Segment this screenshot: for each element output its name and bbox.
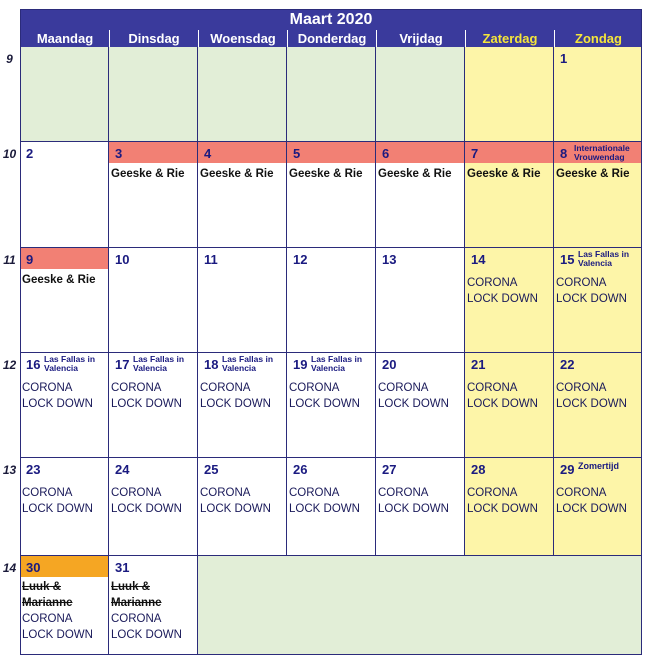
event-note: CORONA <box>556 277 607 289</box>
day-number: 17 <box>115 357 130 372</box>
holiday-label: Las Fallas in Valencia <box>222 354 274 373</box>
day-cell-11[interactable] <box>198 248 287 353</box>
day-number: 24 <box>115 462 130 477</box>
event-note-line2: LOCK DOWN <box>289 398 360 410</box>
weekday-header-6: Zaterdag <box>465 30 554 47</box>
day-cell-12[interactable] <box>287 248 376 353</box>
holiday-label: Las Fallas in Valencia <box>311 354 363 373</box>
event-note-line2: LOCK DOWN <box>467 293 538 305</box>
day-number: 20 <box>382 357 397 372</box>
event-note: Geeske & Rie <box>111 168 185 180</box>
day-cell-5[interactable] <box>287 142 376 248</box>
event-cancelled: Luuk & Marianne <box>111 581 162 609</box>
day-number: 23 <box>26 462 41 477</box>
day-number: 12 <box>293 252 308 267</box>
day-number: 16 <box>26 357 41 372</box>
day-cell-4[interactable] <box>198 142 287 248</box>
day-number: 2 <box>26 146 34 161</box>
holiday-label: Zomertijd <box>578 461 620 471</box>
day-cell-8[interactable] <box>554 142 642 248</box>
day-number: 26 <box>293 462 308 477</box>
weekday-header-2: Dinsdag <box>109 30 198 47</box>
day-number: 27 <box>382 462 397 477</box>
event-note: CORONA <box>22 382 73 394</box>
event-note: CORONA <box>22 613 73 625</box>
event-note: CORONA <box>111 382 162 394</box>
day-number: 1 <box>560 51 568 66</box>
event-cancelled: Luuk & Marianne <box>22 581 73 609</box>
event-note-line2: LOCK DOWN <box>111 398 182 410</box>
weekday-header-7: Zondag <box>554 30 642 47</box>
day-cell-13[interactable] <box>376 248 465 353</box>
event-note: CORONA <box>556 382 607 394</box>
day-cell-28[interactable] <box>465 458 554 556</box>
outside-month-filler <box>198 556 642 655</box>
event-note: Geeske & Rie <box>200 168 274 180</box>
holiday-label: Internationale Vrouwendag <box>574 143 630 162</box>
event-note-line2: LOCK DOWN <box>467 503 538 515</box>
event-note-line2: LOCK DOWN <box>111 629 182 641</box>
event-note: CORONA <box>200 487 251 499</box>
day-cell-15[interactable] <box>554 248 642 353</box>
event-note-line2: LOCK DOWN <box>200 503 271 515</box>
week-number: 10 <box>2 147 17 161</box>
day-cell-18[interactable] <box>198 353 287 458</box>
event-note: CORONA <box>556 487 607 499</box>
day-number: 13 <box>382 252 397 267</box>
day-number: 22 <box>560 357 575 372</box>
day-number: 28 <box>471 462 486 477</box>
day-cell-19[interactable] <box>287 353 376 458</box>
day-cell-27[interactable] <box>376 458 465 556</box>
week-number: 14 <box>2 561 17 575</box>
event-note-line2: LOCK DOWN <box>289 503 360 515</box>
event-note-line2: LOCK DOWN <box>556 293 627 305</box>
week-number: 12 <box>2 358 17 372</box>
day-cell-6[interactable] <box>376 142 465 248</box>
day-number: 6 <box>382 146 390 161</box>
event-note-line2: LOCK DOWN <box>467 398 538 410</box>
day-number: 25 <box>204 462 219 477</box>
day-number: 10 <box>115 252 130 267</box>
day-cell-24[interactable] <box>109 458 198 556</box>
weekday-header-1: Maandag <box>20 30 109 47</box>
empty-cell <box>198 47 287 142</box>
weekday-header-3: Woensdag <box>198 30 287 47</box>
day-number: 4 <box>204 146 212 161</box>
week-number: 9 <box>6 52 13 66</box>
holiday-label: Las Fallas in Valencia <box>44 354 96 373</box>
event-note: CORONA <box>289 487 340 499</box>
day-cell-16[interactable] <box>20 353 109 458</box>
empty-cell <box>109 47 198 142</box>
event-note-line2: LOCK DOWN <box>22 629 93 641</box>
empty-cell <box>287 47 376 142</box>
day-cell-17[interactable] <box>109 353 198 458</box>
event-note: CORONA <box>467 382 518 394</box>
empty-cell <box>20 47 109 142</box>
event-note-line2: LOCK DOWN <box>556 503 627 515</box>
day-number: 29 <box>560 462 575 477</box>
day-cell-21[interactable] <box>465 353 554 458</box>
event-note-line2: LOCK DOWN <box>111 503 182 515</box>
day-cell-1[interactable] <box>554 47 642 142</box>
event-note: CORONA <box>111 487 162 499</box>
week-number: 13 <box>2 463 17 477</box>
day-cell-23[interactable] <box>20 458 109 556</box>
day-cell-9[interactable] <box>20 248 109 353</box>
event-note: CORONA <box>200 382 251 394</box>
day-cell-25[interactable] <box>198 458 287 556</box>
day-number: 30 <box>26 560 41 575</box>
day-number: 9 <box>26 252 34 267</box>
holiday-label: Las Fallas in Valencia <box>578 249 630 268</box>
day-number: 31 <box>115 560 130 575</box>
event-note: CORONA <box>467 487 518 499</box>
event-note: CORONA <box>111 613 162 625</box>
empty-cell <box>376 47 465 142</box>
event-note: CORONA <box>467 277 518 289</box>
day-cell-29[interactable] <box>554 458 642 556</box>
week-number: 11 <box>3 253 16 267</box>
day-number: 15 <box>560 252 575 267</box>
event-note: Geeske & Rie <box>556 168 630 180</box>
day-cell-20[interactable] <box>376 353 465 458</box>
event-note-line2: LOCK DOWN <box>378 398 449 410</box>
day-cell-26[interactable] <box>287 458 376 556</box>
event-note: Geeske & Rie <box>22 274 96 286</box>
day-cell-22[interactable] <box>554 353 642 458</box>
event-note-line2: LOCK DOWN <box>200 398 271 410</box>
holiday-label: Las Fallas in Valencia <box>133 354 185 373</box>
event-note-line2: LOCK DOWN <box>22 398 93 410</box>
day-number: 14 <box>471 252 486 267</box>
day-cell-30[interactable] <box>20 556 109 655</box>
day-number: 7 <box>471 146 479 161</box>
day-number: 5 <box>293 146 301 161</box>
event-note: CORONA <box>378 382 429 394</box>
day-cell-7[interactable] <box>465 142 554 248</box>
day-cell-31[interactable] <box>109 556 198 655</box>
calendar-title: Maart 2020 <box>20 9 642 30</box>
day-cell-2[interactable] <box>20 142 109 248</box>
day-number: 8 <box>560 146 568 161</box>
empty-cell <box>465 47 554 142</box>
day-cell-10[interactable] <box>109 248 198 353</box>
event-note: Geeske & Rie <box>378 168 452 180</box>
day-number: 3 <box>115 146 123 161</box>
day-number: 19 <box>293 357 308 372</box>
day-number: 11 <box>204 252 218 267</box>
day-cell-14[interactable] <box>465 248 554 353</box>
day-number: 21 <box>471 357 486 372</box>
day-cell-3[interactable] <box>109 142 198 248</box>
event-note-line2: LOCK DOWN <box>556 398 627 410</box>
event-note: Geeske & Rie <box>289 168 363 180</box>
event-note: CORONA <box>289 382 340 394</box>
weekday-header-5: Vrijdag <box>376 30 465 47</box>
event-note-line2: LOCK DOWN <box>378 503 449 515</box>
event-note: CORONA <box>22 487 73 499</box>
event-note: CORONA <box>378 487 429 499</box>
day-number: 18 <box>204 357 219 372</box>
weekday-header-4: Donderdag <box>287 30 376 47</box>
event-note-line2: LOCK DOWN <box>22 503 93 515</box>
event-note: Geeske & Rie <box>467 168 541 180</box>
